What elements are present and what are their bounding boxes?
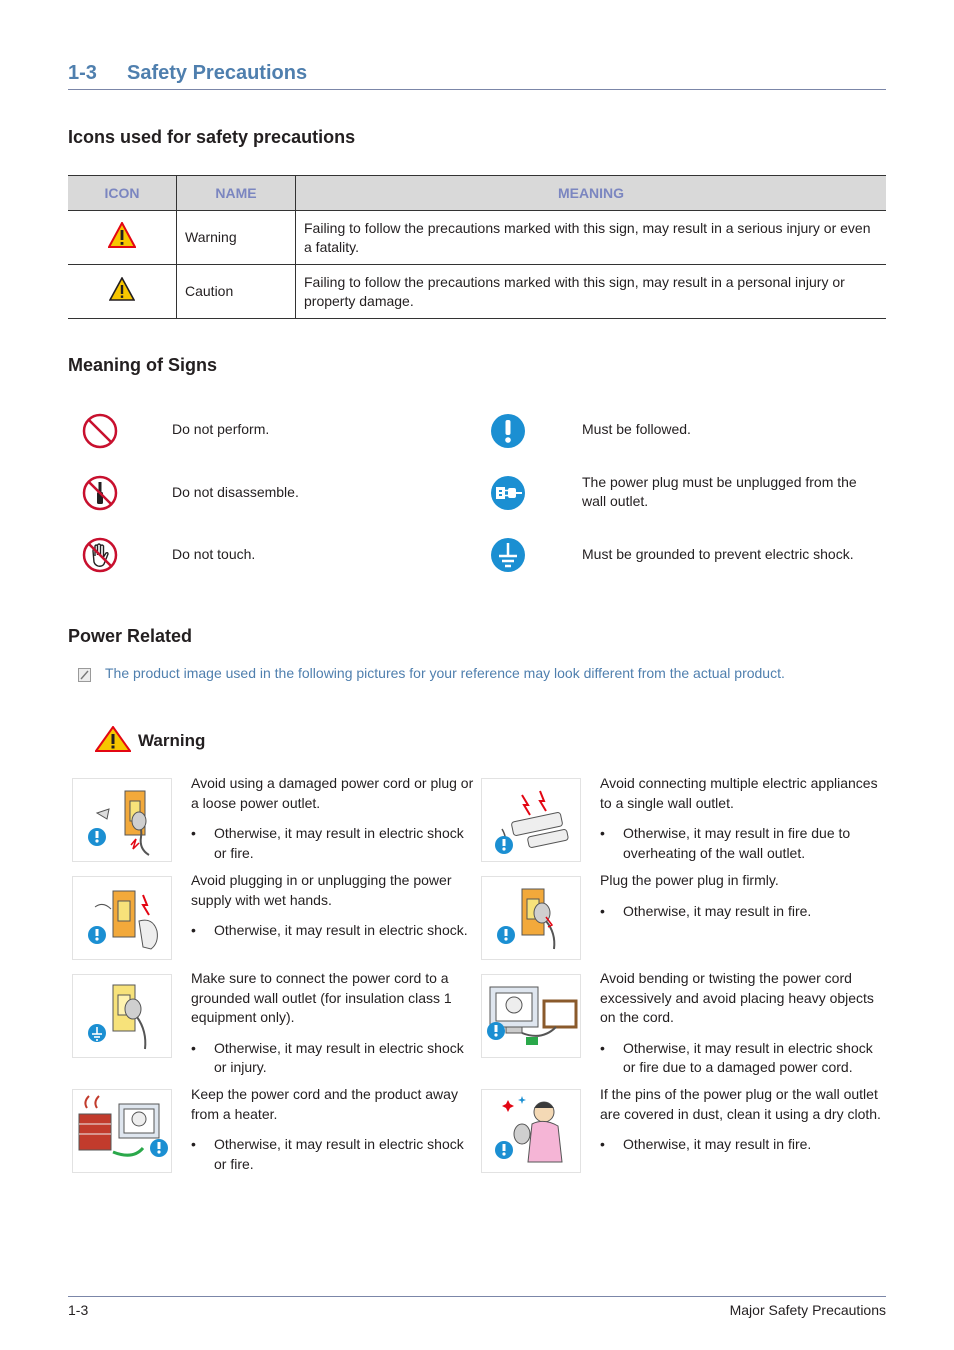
sign-text: The power plug must be unplugged from the wall outlet. (582, 474, 857, 509)
item-bullet: • Otherwise, it may result in fire due to overheating of the wall outlet. (600, 824, 885, 863)
icon-cell (68, 211, 177, 265)
warning-icon (95, 726, 131, 752)
multiple-plugs-illustration (481, 778, 581, 862)
item-bullet: • Otherwise, it may result in electric shock or fire. (191, 824, 476, 863)
item-bullet: • Otherwise, it may result in electric shock or fire due to a damaged power cord. (600, 1039, 885, 1078)
damaged-cord-illustration (72, 778, 172, 862)
sign-text: Must be followed. (582, 421, 691, 437)
warning-header (95, 726, 206, 757)
signs-heading: Meaning of Signs (68, 355, 218, 375)
page-footer (68, 1296, 886, 1318)
bent-cord-illustration (481, 974, 581, 1058)
icons-heading: Icons used for safety precautions (68, 127, 356, 147)
list-item (600, 774, 885, 863)
sign-text: Do not disassemble. (172, 484, 299, 500)
list-item (191, 1085, 476, 1174)
grounded-outlet-illustration (72, 974, 172, 1058)
warning-label: Warning (138, 731, 206, 750)
column-header-meaning: MEANING (296, 176, 887, 211)
dust-cleaning-illustration (481, 1089, 581, 1173)
item-bullet: • Otherwise, it may result in fire. (600, 1135, 885, 1155)
sign-text: Do not touch. (172, 546, 256, 562)
icon-cell (68, 265, 177, 319)
no-sign-icon (82, 413, 118, 454)
item-text: Avoid connecting multiple electric appliances to a single wall outlet. (600, 775, 878, 811)
list-item (600, 1085, 885, 1155)
heater-illustration (72, 1089, 172, 1173)
section-number: 1-3 (68, 62, 97, 84)
must-follow-icon (490, 413, 526, 454)
meaning-cell: Failing to follow the precautions marked with this sign, may result in a serious injury or even a fatality. (296, 211, 887, 265)
warning-icon (108, 222, 136, 248)
list-item (600, 871, 885, 921)
column-header-name: NAME (177, 176, 296, 211)
item-text: Avoid bending or twisting the power cord excessively and avoid placing heavy objects on the cord. (600, 970, 874, 1025)
meaning-cell: Failing to follow the precautions marked with this sign, may result in a personal injury or property damage. (296, 265, 887, 319)
section-title (68, 62, 886, 90)
item-text: Avoid using a damaged power cord or plug or a loose power outlet. (191, 775, 474, 811)
list-item (191, 871, 476, 941)
no-touch-icon (82, 537, 118, 578)
note-icon (78, 668, 91, 682)
item-text: If the pins of the power plug or the wall outlet are covered in dust, clean it using a dry cloth. (600, 1086, 881, 1122)
sign-text: Do not perform. (172, 421, 270, 437)
item-text: Make sure to connect the power cord to a grounded wall outlet (for insulation class 1 equipment only). (191, 970, 452, 1025)
item-bullet: • Otherwise, it may result in electric shock or fire. (191, 1135, 476, 1174)
table-row (68, 265, 886, 319)
note-text: The product image used in the following pictures for your reference may look different from the actual product. (105, 665, 785, 681)
wet-hands-illustration (72, 876, 172, 960)
item-text: Avoid plugging in or unplugging the power supply with wet hands. (191, 872, 452, 908)
column-header-icon: ICON (68, 176, 177, 211)
item-bullet: • Otherwise, it may result in electric shock or injury. (191, 1039, 476, 1078)
caution-icon (109, 277, 135, 301)
name-cell: Warning (177, 211, 296, 265)
sign-text: Must be grounded to prevent electric shock. (582, 546, 854, 562)
list-item (191, 774, 476, 863)
power-heading: Power Related (68, 626, 193, 646)
no-disassemble-icon (82, 475, 118, 516)
icons-table (68, 175, 886, 319)
item-bullet: • Otherwise, it may result in electric shock. (191, 921, 476, 941)
item-bullet: • Otherwise, it may result in fire. (600, 902, 885, 922)
ground-icon (490, 537, 526, 578)
chapter-name: Major Safety Precautions (729, 1302, 886, 1318)
list-item (600, 969, 885, 1078)
item-text: Plug the power plug in firmly. (600, 872, 779, 888)
section-title-text: Safety Precautions (127, 62, 308, 84)
name-cell: Caution (177, 265, 296, 319)
table-row (68, 211, 886, 265)
unplug-icon (490, 475, 526, 516)
plug-firmly-illustration (481, 876, 581, 960)
page-number: 1-3 (68, 1302, 89, 1318)
list-item (191, 969, 476, 1078)
table-header-row (68, 176, 886, 211)
item-text: Keep the power cord and the product away from a heater. (191, 1086, 458, 1122)
